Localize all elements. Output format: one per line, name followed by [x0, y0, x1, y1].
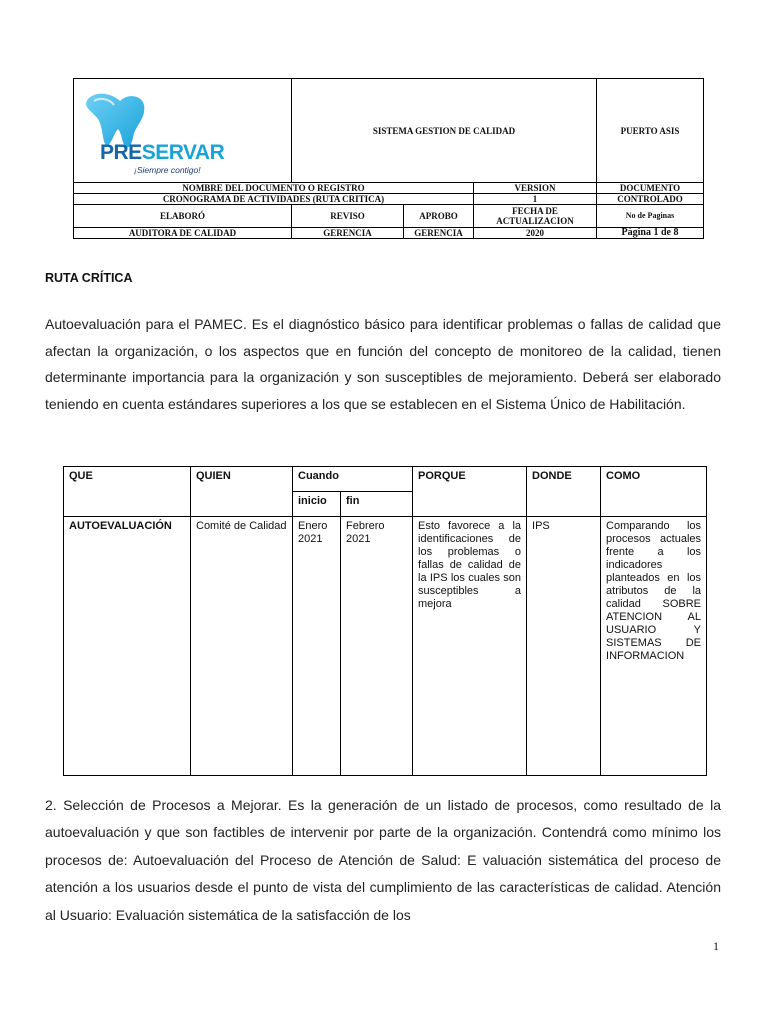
col-header-cuando: Cuando: [293, 467, 413, 492]
section-title: RUTA CRÍTICA: [45, 271, 133, 285]
page-number: 1: [713, 939, 719, 953]
col-header-porque: PORQUE: [413, 467, 527, 517]
reviso-value: GERENCIA: [292, 228, 404, 239]
col-header-quien: QUIEN: [191, 467, 293, 517]
col-header-donde: DONDE: [527, 467, 601, 517]
cell-inicio: Enero 2021: [293, 517, 341, 776]
elaboro-label: ELABORÓ: [74, 205, 292, 228]
cell-quien: Comité de Calidad: [191, 517, 293, 776]
col-header-que: QUE: [64, 467, 191, 517]
reviso-label: REVISO: [292, 205, 404, 228]
col-header-fin: fin: [341, 492, 413, 517]
doc-name-label: NOMBRE DEL DOCUMENTO O REGISTRO: [74, 183, 474, 194]
version-label: VERSION: [474, 183, 597, 194]
brand-name: PRESERVAR: [100, 141, 225, 164]
brand-tagline: ¡Siempre contigo!: [134, 165, 201, 175]
cell-como: Comparando los procesos actuales frente a los indicadores planteados en los atributos de la calidad SOBRE ATENCION AL USUARIO Y SISTEMAS DE INFORMACION: [601, 517, 707, 776]
table-row: [64, 517, 707, 776]
documento-label: DOCUMENTO: [597, 183, 704, 194]
paragraph-autoevaluacion: Autoevaluación para el PAMEC. Es el diagnóstico básico para identificar problemas o fallas de calidad que afectan la organización, o los aspectos que en función del concepto de monitoreo de la calidad, tienen determinante importancia para la organización y son susceptibles de mejoramiento. Deberá ser elaborado teniendo en cuenta estándares superiores a los que se establecen en el Sistema Único de Habilitación.: [45, 316, 721, 412]
elaboro-value: AUDITORA DE CALIDAD: [74, 228, 292, 239]
pagina-value: Página 1 de 8: [597, 228, 704, 239]
document-header-table: [73, 78, 704, 239]
fecha-label: FECHA DE ACTUALIZACION: [474, 205, 597, 228]
version-value: 1: [474, 194, 597, 205]
cell-fin: Febrero 2021: [341, 517, 413, 776]
controlado-value: CONTROLADO: [597, 194, 704, 205]
aprobo-value: GERENCIA: [404, 228, 474, 239]
col-header-como: COMO: [601, 467, 707, 517]
cell-porque: Esto favorece a la identificaciones de los problemas o fallas de calidad de la IPS los cuales son susceptibles a mejora: [413, 517, 527, 776]
location: PUERTO ASIS: [597, 79, 704, 183]
paragraph-seleccion-procesos: 2. Selección de Procesos a Mejorar. Es la generación de un listado de procesos, como resultado de la autoevaluación y que son factibles de intervenir por parte de la organización. Contendrá como mínimo los procesos de: Autoevaluación del Proceso de Atención de Salud: E valuación sistemática del proceso de atención a los usuarios desde el punto de vista del cumplimiento de las características de calidad. Atención al Usuario: Evaluación sistemática de la satisfacción de los: [45, 797, 721, 923]
paginas-label: No de Paginas: [597, 205, 704, 228]
aprobo-label: APROBO: [404, 205, 474, 228]
logo-cell: [74, 79, 292, 183]
cell-donde: IPS: [527, 517, 601, 776]
system-title: SISTEMA GESTION DE CALIDAD: [292, 79, 597, 183]
ruta-critica-table: [63, 466, 707, 776]
doc-name: CRONOGRAMA DE ACTIVIDADES (RUTA CRITICA): [74, 194, 474, 205]
cell-que: AUTOEVALUACIÓN: [64, 517, 191, 776]
col-header-inicio: inicio: [293, 492, 341, 517]
preservar-logo: [74, 79, 282, 182]
fecha-value: 2020: [474, 228, 597, 239]
